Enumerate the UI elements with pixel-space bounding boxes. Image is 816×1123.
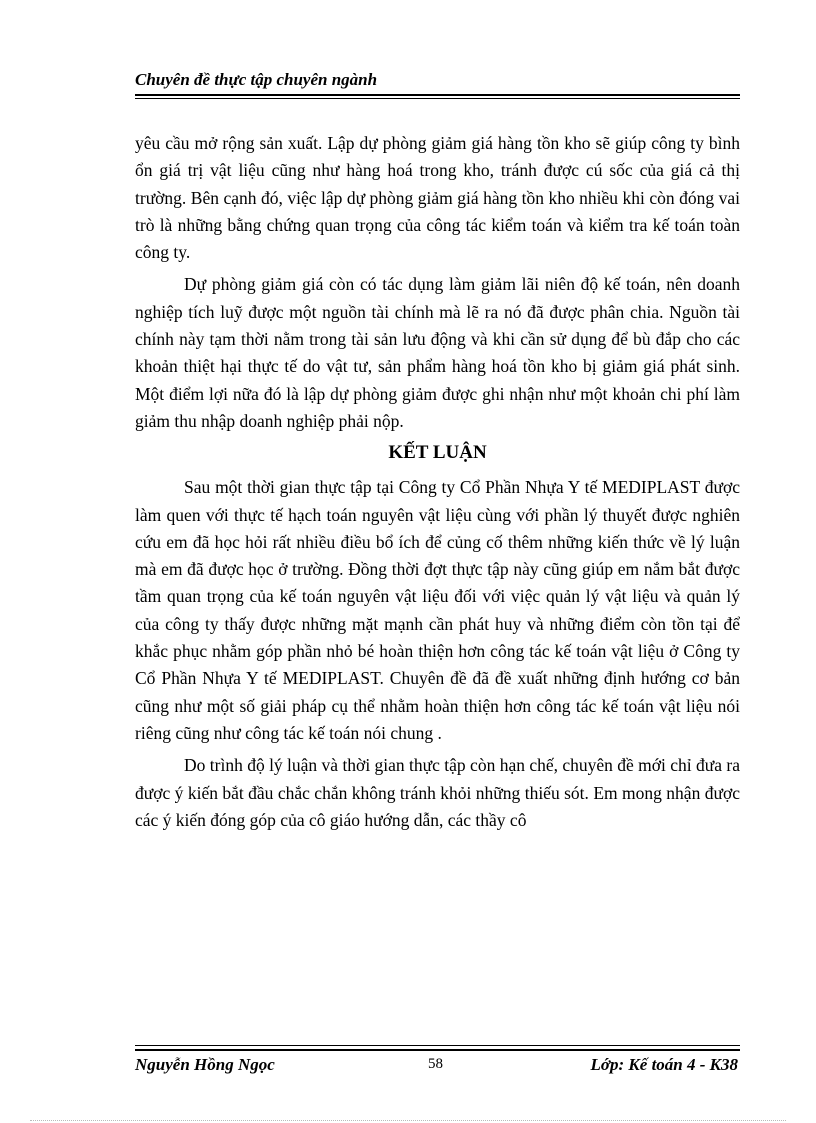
footer-author: Nguyễn Hồng Ngọc (135, 1055, 275, 1074)
paragraph-1: yêu cầu mở rộng sản xuất. Lập dự phòng giảm giá hàng tồn kho sẽ giúp công ty bình ổn giá trị vật liệu cũng như hàng hoá trong kho, tránh được cú sốc của giá cả thị trường. Bên cạnh đó, việc lập dự phòng giảm giá hàng tồn kho nhiều khi còn đóng vai trò là những bằng chứng quan trọng của công tác kiểm toán và kiểm tra kế toán toàn công ty. (135, 133, 740, 263)
body-text (135, 130, 740, 834)
header-rule-secondary (135, 98, 740, 99)
header-rule (135, 94, 740, 96)
paragraph-3: Sau một thời gian thực tập tại Công ty Cổ Phần Nhựa Y tế MEDIPLAST được làm quen với thực tế hạch toán nguyên vật liệu cùng với phần lý thuyết được nghiên cứu em đã học hỏi rất nhiều điều bổ ích để củng cố thêm những kiến thức về lý luận mà em đã được học ở trường. Đồng thời đợt thực tập này cũng giúp em nắm bắt được tầm quan trọng của kế toán nguyên vật liệu đối với việc quản lý vật liệu và quản lý của công ty thấy được những mặt mạnh cần phát huy và những điểm còn tồn tại để khắc phục nhằm góp phần nhỏ bé hoàn thiện hơn công tác kế toán vật liệu ở Công ty Cổ Phần Nhựa Y tế MEDIPLAST. Chuyên đề đã đề xuất những định hướng cơ bản cũng như một số giải pháp cụ thể nhằm hoàn thiện hơn công tác kế toán vật liệu nói riêng cũng như công tác kế toán nói chung . (135, 477, 740, 743)
footer-rule-secondary (135, 1045, 740, 1046)
page-boundary (30, 1120, 786, 1121)
paragraph-4: Do trình độ lý luận và thời gian thực tập còn hạn chế, chuyên đề mới chỉ đưa ra được ý kiến bắt đầu chắc chắn không tránh khỏi những thiếu sót. Em mong nhận được các ý kiến đóng góp của cô giáo hướng dẫn, các thầy cô (135, 755, 741, 830)
page-number: 58 (428, 1056, 443, 1072)
header-title: Chuyên đề thực tập chuyên ngành (135, 70, 378, 89)
section-heading: KẾT LUẬN (388, 442, 487, 464)
paragraph-2: Dự phòng giảm giá còn có tác dụng làm giảm lãi niên độ kế toán, nên doanh nghiệp tích luỹ được một nguồn tài chính mà lẽ ra nó đã được phân chia. Nguồn tài chính này tạm thời nằm trong tài sản lưu động và khi cần sử dụng để bù đắp cho các khoản thiệt hại thực tế do vật tư, sản phẩm hàng hoá tồn kho bị giảm giá phát sinh. Một điểm lợi nữa đó là lập dự phòng giảm được ghi nhận như một khoản chi phí làm giảm thu nhập doanh nghiệp phải nộp. (135, 274, 740, 431)
footer-rule (135, 1049, 740, 1051)
footer-class: Lớp: Kế toán 4 - K38 (590, 1055, 738, 1074)
